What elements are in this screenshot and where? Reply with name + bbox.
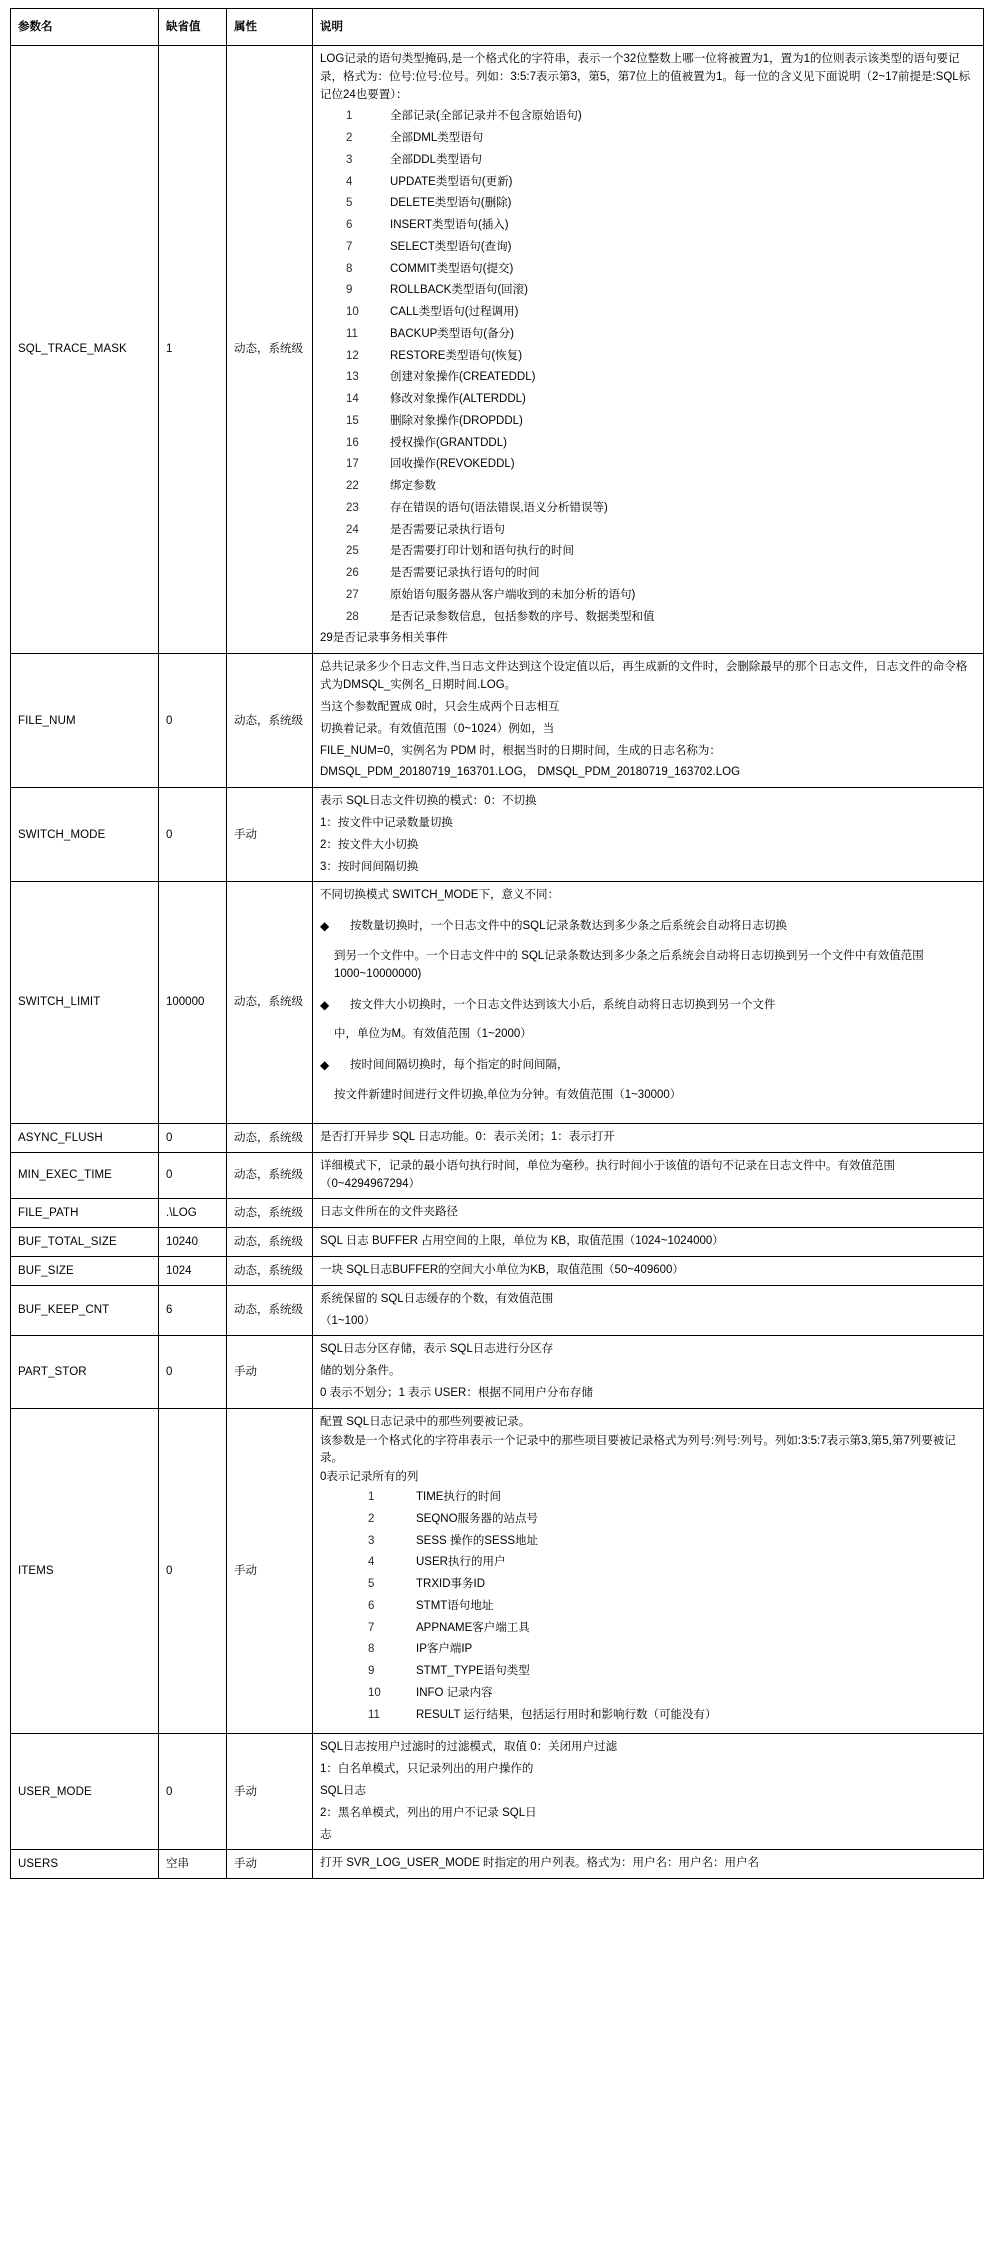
cell-description bbox=[313, 882, 984, 1124]
numbered-list-item bbox=[320, 522, 976, 539]
list-item-number: 4 bbox=[368, 1556, 375, 1569]
description-paragraph: 0 表示不划分；1 表示 USER：根据不同用户分布存储 bbox=[320, 1387, 593, 1399]
list-item-text: 删除对象操作(DROPDDL) bbox=[390, 414, 523, 427]
list-item-number: 22 bbox=[346, 480, 359, 493]
diamond-icon: ◆ bbox=[320, 919, 330, 934]
cell-default-value: 空串 bbox=[159, 1850, 227, 1879]
numbered-list-item bbox=[320, 1685, 976, 1702]
table-row bbox=[11, 882, 984, 1124]
description-paragraph: 配置 SQL日志记录中的那些列要被记录。 bbox=[320, 1415, 531, 1428]
numbered-list-item bbox=[320, 1598, 976, 1615]
cell-description bbox=[313, 1850, 984, 1879]
cell-attribute: 动态，系统级 bbox=[227, 654, 313, 788]
list-item-text: RESTORE类型语句(恢复) bbox=[390, 349, 523, 362]
cell-parameter-name: ITEMS bbox=[11, 1408, 159, 1734]
diamond-bullet-item bbox=[320, 1057, 976, 1075]
cell-default-value: 0 bbox=[159, 1152, 227, 1199]
list-item-text: 全部DML类型语句 bbox=[390, 132, 484, 145]
column-header-default: 缺省值 bbox=[159, 9, 227, 46]
cell-attribute: 动态，系统级 bbox=[227, 1228, 313, 1257]
numbered-list-item bbox=[320, 435, 976, 452]
list-item-number: 9 bbox=[346, 284, 353, 297]
table-body bbox=[11, 46, 984, 1879]
numbered-list-item bbox=[320, 217, 976, 234]
list-item-text: STMT_TYPE语句类型 bbox=[416, 1665, 530, 1678]
numbered-list-item bbox=[320, 1576, 976, 1593]
cell-description bbox=[313, 1123, 984, 1152]
list-item-text: 回收操作(REVOKEDDL) bbox=[390, 458, 515, 471]
list-item-number: 26 bbox=[346, 567, 359, 580]
list-item-text: ROLLBACK类型语句(回滚) bbox=[390, 284, 529, 297]
list-item-text: RESULT 运行结果，包括运行用时和影响行数（可能没有） bbox=[416, 1708, 717, 1721]
description-tail: 29是否记录事务相关事件 bbox=[320, 632, 448, 645]
list-item-number: 1 bbox=[346, 110, 353, 123]
numbered-list-item bbox=[320, 174, 976, 191]
description-paragraph: 3：按时间间隔切换 bbox=[320, 860, 419, 873]
cell-attribute: 动态，系统级 bbox=[227, 1285, 313, 1336]
cell-parameter-name: SQL_TRACE_MASK bbox=[11, 46, 159, 654]
parameter-table bbox=[10, 8, 984, 1879]
cell-parameter-name: MIN_EXEC_TIME bbox=[11, 1152, 159, 1199]
cell-default-value: 10240 bbox=[159, 1228, 227, 1257]
list-item-number: 4 bbox=[346, 175, 353, 188]
numbered-list-item bbox=[320, 413, 976, 430]
numbered-list-item bbox=[320, 282, 976, 299]
list-item-text: CALL类型语句(过程调用) bbox=[390, 306, 519, 319]
list-item-number: 10 bbox=[368, 1686, 381, 1699]
numbered-list-item bbox=[320, 456, 976, 473]
list-item-number: 16 bbox=[346, 436, 359, 449]
cell-parameter-name: USER_MODE bbox=[11, 1734, 159, 1850]
diamond-icon: ◆ bbox=[320, 997, 330, 1012]
cell-description bbox=[313, 654, 984, 788]
column-header-description: 说明 bbox=[313, 9, 984, 46]
list-item-text: 授权操作(GRANTDDL) bbox=[390, 436, 507, 449]
diamond-bullet-text: 按时间间隔切换时，每个指定的时间间隔， bbox=[350, 1059, 569, 1072]
cell-description bbox=[313, 1408, 984, 1734]
list-item-number: 9 bbox=[368, 1665, 375, 1678]
cell-attribute: 动态，系统级 bbox=[227, 1256, 313, 1285]
list-item-number: 11 bbox=[368, 1708, 380, 1721]
list-item-text: 存在错误的语句(语法错误,语义分析错误等) bbox=[390, 501, 608, 514]
list-item-text: SEQNO服务器的站点号 bbox=[416, 1512, 539, 1525]
table-row bbox=[11, 1285, 984, 1336]
description-paragraph: （1~100） bbox=[320, 1314, 376, 1327]
description-paragraph: 2：按文件大小切换 bbox=[320, 838, 419, 851]
cell-attribute: 手动 bbox=[227, 1850, 313, 1879]
table-row bbox=[11, 1734, 984, 1850]
diamond-bullet-text: 按文件大小切换时，一个日志文件达到该大小后，系统自动将日志切换到另一个文件 bbox=[350, 998, 776, 1011]
description-intro: LOG记录的语句类型掩码,是一个格式化的字符串，表示一个32位整数上哪一位将被置为1，置为1的位则表示该类型的语句要记录，格式为：位号:位号:位号。列如：3:5:7表示第3，第5，第7位上的值被置为1。每一位的含义见下面说明（2~17前提是:SQL标记位24也要置）： bbox=[320, 53, 971, 101]
diamond-bullet-item bbox=[320, 918, 976, 936]
cell-attribute: 动态，系统级 bbox=[227, 1123, 313, 1152]
numbered-list-item bbox=[320, 1489, 976, 1506]
numbered-list-item bbox=[320, 1533, 976, 1550]
numbered-list-item bbox=[320, 348, 976, 365]
table-row bbox=[11, 1152, 984, 1199]
table-row bbox=[11, 1123, 984, 1152]
numbered-list-item bbox=[320, 1707, 976, 1724]
cell-description bbox=[313, 788, 984, 882]
column-header-attribute: 属性 bbox=[227, 9, 313, 46]
numbered-list bbox=[320, 108, 976, 626]
numbered-list-item bbox=[320, 304, 976, 321]
list-item-number: 27 bbox=[346, 588, 359, 601]
description-paragraph: FILE_NUM=0，实例名为 PDM 时，根据当时的日期时间，生成的日志名称为： bbox=[320, 744, 721, 757]
cell-default-value: 6 bbox=[159, 1285, 227, 1336]
cell-default-value: 0 bbox=[159, 654, 227, 788]
cell-default-value: 0 bbox=[159, 1734, 227, 1850]
cell-attribute: 手动 bbox=[227, 1408, 313, 1734]
list-item-text: TIME执行的时间 bbox=[416, 1491, 501, 1504]
list-item-text: 全部记录(全部记录并不包含原始语句) bbox=[390, 110, 582, 123]
list-item-text: SESS 操作的SESS地址 bbox=[416, 1534, 539, 1547]
diamond-bullet-item bbox=[320, 997, 976, 1015]
list-item-text: 是否需要打印计划和语句执行的时间 bbox=[390, 545, 574, 558]
list-item-text: 修改对象操作(ALTERDDL) bbox=[390, 393, 526, 406]
list-item-number: 3 bbox=[368, 1534, 375, 1547]
cell-description bbox=[313, 1152, 984, 1199]
numbered-list-item bbox=[320, 478, 976, 495]
cell-description bbox=[313, 1228, 984, 1257]
numbered-list-item bbox=[320, 609, 976, 626]
cell-attribute: 手动 bbox=[227, 1734, 313, 1850]
diamond-bullet-text: 按数量切换时，一个日志文件中的SQL记录条数达到多少条之后系统会自动将日志切换 bbox=[350, 920, 788, 933]
numbered-list-item bbox=[320, 130, 976, 147]
list-item-number: 17 bbox=[346, 458, 359, 471]
list-item-text: 原始语句服务器从客户端收到的未加分析的语句) bbox=[390, 588, 636, 601]
list-item-text: SELECT类型语句(查询) bbox=[390, 240, 512, 253]
cell-attribute: 手动 bbox=[227, 788, 313, 882]
list-item-number: 7 bbox=[368, 1621, 375, 1634]
cell-parameter-name: FILE_PATH bbox=[11, 1199, 159, 1228]
cell-parameter-name: ASYNC_FLUSH bbox=[11, 1123, 159, 1152]
list-item-number: 8 bbox=[368, 1643, 375, 1656]
list-item-text: DELETE类型语句(删除) bbox=[390, 197, 512, 210]
cell-default-value: 0 bbox=[159, 1123, 227, 1152]
list-item-number: 12 bbox=[346, 349, 359, 362]
numbered-list-item bbox=[320, 391, 976, 408]
list-item-text: UPDATE类型语句(更新) bbox=[390, 175, 513, 188]
description-paragraph: SQL 日志 BUFFER 占用空间的上限，单位为 KB，取值范围（1024~1024000） bbox=[320, 1235, 724, 1248]
cell-parameter-name: PART_STOR bbox=[11, 1336, 159, 1408]
numbered-list-item bbox=[320, 1554, 976, 1571]
list-item-text: IP客户端IP bbox=[416, 1643, 473, 1656]
numbered-list-item bbox=[320, 543, 976, 560]
description-paragraph: 0表示记录所有的列 bbox=[320, 1471, 419, 1484]
list-item-number: 11 bbox=[346, 327, 358, 340]
cell-description bbox=[313, 1734, 984, 1850]
diamond-continuation-text: 到另一个文件中。一个日志文件中的 SQL记录条数达到多少条之后系统会自动将日志切换到另一个文件中有效值范围1000~10000000) bbox=[334, 950, 924, 980]
list-item-text: APPNAME客户端工具 bbox=[416, 1621, 530, 1634]
cell-description bbox=[313, 1285, 984, 1336]
description-paragraph: 详细模式下，记录的最小语句执行时间，单位为毫秒。执行时间小于该值的语句不记录在日志文件中。有效值范围（0~4294967294） bbox=[320, 1159, 895, 1190]
header-row bbox=[11, 9, 984, 46]
list-item-text: 全部DDL类型语句 bbox=[390, 153, 483, 166]
cell-default-value: 0 bbox=[159, 1336, 227, 1408]
cell-default-value: 1 bbox=[159, 46, 227, 654]
description-paragraph: 系统保留的 SQL日志缓存的个数，有效值范围 bbox=[320, 1292, 554, 1305]
table-row bbox=[11, 654, 984, 788]
list-item-text: 创建对象操作(CREATEDDL) bbox=[390, 371, 536, 384]
cell-default-value: 1024 bbox=[159, 1256, 227, 1285]
numbered-list-item bbox=[320, 261, 976, 278]
description-paragraph: 总共记录多少个日志文件,当日志文件达到这个设定值以后，再生成新的文件时，会删除最早的那个日志文件，日志文件的命令格式为DMSQL_实例名_日期时间.LOG。 bbox=[320, 661, 968, 692]
description-paragraph: 当这个参数配置成 0时，只会生成两个日志相互 bbox=[320, 700, 560, 713]
cell-attribute: 动态，系统级 bbox=[227, 1152, 313, 1199]
numbered-list-item bbox=[320, 1663, 976, 1680]
description-paragraph: 一块 SQL日志BUFFER的空间大小单位为KB，取值范围（50~409600） bbox=[320, 1263, 684, 1276]
table-row bbox=[11, 1256, 984, 1285]
cell-parameter-name: BUF_KEEP_CNT bbox=[11, 1285, 159, 1336]
numbered-list-item bbox=[320, 195, 976, 212]
list-item-text: TRXID事务ID bbox=[416, 1578, 485, 1591]
numbered-list-item bbox=[320, 152, 976, 169]
list-item-number: 15 bbox=[346, 414, 359, 427]
numbered-list-item bbox=[320, 1641, 976, 1658]
numbered-list-item bbox=[320, 108, 976, 125]
list-item-text: COMMIT类型语句(提交) bbox=[390, 262, 514, 275]
description-paragraph: SQL日志 bbox=[320, 1784, 367, 1797]
description-paragraph: 打开 SVR_LOG_USER_MODE 时指定的用户列表。格式为：用户名：用户名：用户名 bbox=[320, 1857, 759, 1870]
description-lead: 不同切换模式 SWITCH_MODE下，意义不同： bbox=[320, 889, 559, 902]
cell-attribute: 手动 bbox=[227, 1336, 313, 1408]
description-paragraph: 表示 SQL日志文件切换的模式：0：不切换 bbox=[320, 795, 537, 808]
table-row bbox=[11, 1850, 984, 1879]
list-item-number: 3 bbox=[346, 153, 353, 166]
cell-attribute: 动态，系统级 bbox=[227, 46, 313, 654]
list-item-number: 6 bbox=[346, 219, 353, 232]
list-item-number: 8 bbox=[346, 262, 353, 275]
list-item-text: STMT语句地址 bbox=[416, 1599, 494, 1612]
list-item-text: 是否记录参数信息，包括参数的序号、数据类型和值 bbox=[390, 610, 655, 623]
description-paragraph: SQL日志按用户过滤时的过滤模式，取值 0：关闭用户过滤 bbox=[320, 1741, 618, 1754]
table-header bbox=[11, 9, 984, 46]
list-item-text: BACKUP类型语句(备分) bbox=[390, 327, 514, 340]
cell-attribute: 动态，系统级 bbox=[227, 1199, 313, 1228]
list-item-number: 28 bbox=[346, 610, 359, 623]
list-item-number: 25 bbox=[346, 545, 359, 558]
cell-default-value: 0 bbox=[159, 1408, 227, 1734]
cell-parameter-name: BUF_SIZE bbox=[11, 1256, 159, 1285]
cell-attribute: 动态，系统级 bbox=[227, 882, 313, 1124]
list-item-text: 是否需要记录执行语句 bbox=[390, 523, 505, 536]
table-row bbox=[11, 1336, 984, 1408]
diamond-continuation-text: 中，单位为M。有效值范围（1~2000） bbox=[334, 1028, 532, 1041]
list-item-number: 2 bbox=[368, 1512, 375, 1525]
diamond-icon: ◆ bbox=[320, 1058, 330, 1073]
cell-parameter-name: USERS bbox=[11, 1850, 159, 1879]
description-paragraph: 切换着记录。有效值范围（0~1024）例如，当 bbox=[320, 722, 555, 735]
column-header-name: 参数名 bbox=[11, 9, 159, 46]
list-item-text: USER执行的用户 bbox=[416, 1556, 506, 1569]
list-item-text: 绑定参数 bbox=[390, 480, 436, 493]
table-row bbox=[11, 1408, 984, 1734]
description-paragraph: 日志文件所在的文件夹路径 bbox=[320, 1206, 458, 1219]
numbered-list-item bbox=[320, 587, 976, 604]
numbered-list-item bbox=[320, 369, 976, 386]
list-item-text: INSERT类型语句(插入) bbox=[390, 219, 509, 232]
numbered-list-item bbox=[320, 1511, 976, 1528]
description-paragraph: 1：白名单模式，只记录列出的用户操作的 bbox=[320, 1763, 534, 1776]
table-row bbox=[11, 1199, 984, 1228]
cell-default-value: 0 bbox=[159, 788, 227, 882]
cell-parameter-name: SWITCH_MODE bbox=[11, 788, 159, 882]
list-item-text: 是否需要记录执行语句的时间 bbox=[390, 567, 540, 580]
description-paragraph: SQL日志分区存储，表示 SQL日志进行分区存 bbox=[320, 1343, 554, 1356]
list-item-number: 1 bbox=[368, 1491, 375, 1504]
description-paragraph: 是否打开异步 SQL 日志功能。0：表示关闭；1：表示打开 bbox=[320, 1130, 615, 1143]
table-row bbox=[11, 788, 984, 882]
list-item-number: 10 bbox=[346, 306, 359, 319]
cell-description bbox=[313, 1336, 984, 1408]
description-paragraph: 该参数是一个格式化的字符串表示一个记录中的那些项目要被记录格式为列号:列号:列号。列如:3:5:7表示第3,第5,第7列要被记录。 bbox=[320, 1434, 956, 1465]
cell-description bbox=[313, 1256, 984, 1285]
description-paragraph: 1：按文件中记录数量切换 bbox=[320, 816, 453, 829]
cell-default-value: .\LOG bbox=[159, 1199, 227, 1228]
cell-description bbox=[313, 1199, 984, 1228]
numbered-list-item bbox=[320, 500, 976, 517]
cell-parameter-name: SWITCH_LIMIT bbox=[11, 882, 159, 1124]
list-item-text: INFO 记录内容 bbox=[416, 1686, 493, 1699]
cell-description bbox=[313, 46, 984, 654]
numbered-list-item bbox=[320, 1620, 976, 1637]
description-paragraph: 志 bbox=[320, 1828, 332, 1841]
list-item-number: 23 bbox=[346, 501, 359, 514]
numbered-list bbox=[320, 1489, 976, 1724]
list-item-number: 24 bbox=[346, 523, 359, 536]
description-paragraph: 储的划分条件。 bbox=[320, 1365, 401, 1378]
list-item-number: 2 bbox=[346, 132, 353, 145]
cell-default-value: 100000 bbox=[159, 882, 227, 1124]
table-row bbox=[11, 1228, 984, 1257]
cell-parameter-name: FILE_NUM bbox=[11, 654, 159, 788]
list-item-number: 14 bbox=[346, 393, 359, 406]
description-paragraph: 2：黑名单模式，列出的用户不记录 SQL日 bbox=[320, 1806, 537, 1819]
list-item-number: 6 bbox=[368, 1599, 375, 1612]
cell-parameter-name: BUF_TOTAL_SIZE bbox=[11, 1228, 159, 1257]
list-item-number: 7 bbox=[346, 240, 353, 253]
list-item-number: 13 bbox=[346, 371, 359, 384]
numbered-list-item bbox=[320, 326, 976, 343]
diamond-continuation-text: 按文件新建时间进行文件切换,单位为分钟。有效值范围（1~30000） bbox=[334, 1089, 682, 1102]
numbered-list-item bbox=[320, 239, 976, 256]
numbered-list-item bbox=[320, 565, 976, 582]
list-item-number: 5 bbox=[346, 197, 353, 210]
description-paragraph: DMSQL_PDM_20180719_163701.LOG， DMSQL_PDM_20180719_163702.LOG bbox=[320, 766, 741, 779]
table-row bbox=[11, 46, 984, 654]
list-item-number: 5 bbox=[368, 1578, 375, 1591]
